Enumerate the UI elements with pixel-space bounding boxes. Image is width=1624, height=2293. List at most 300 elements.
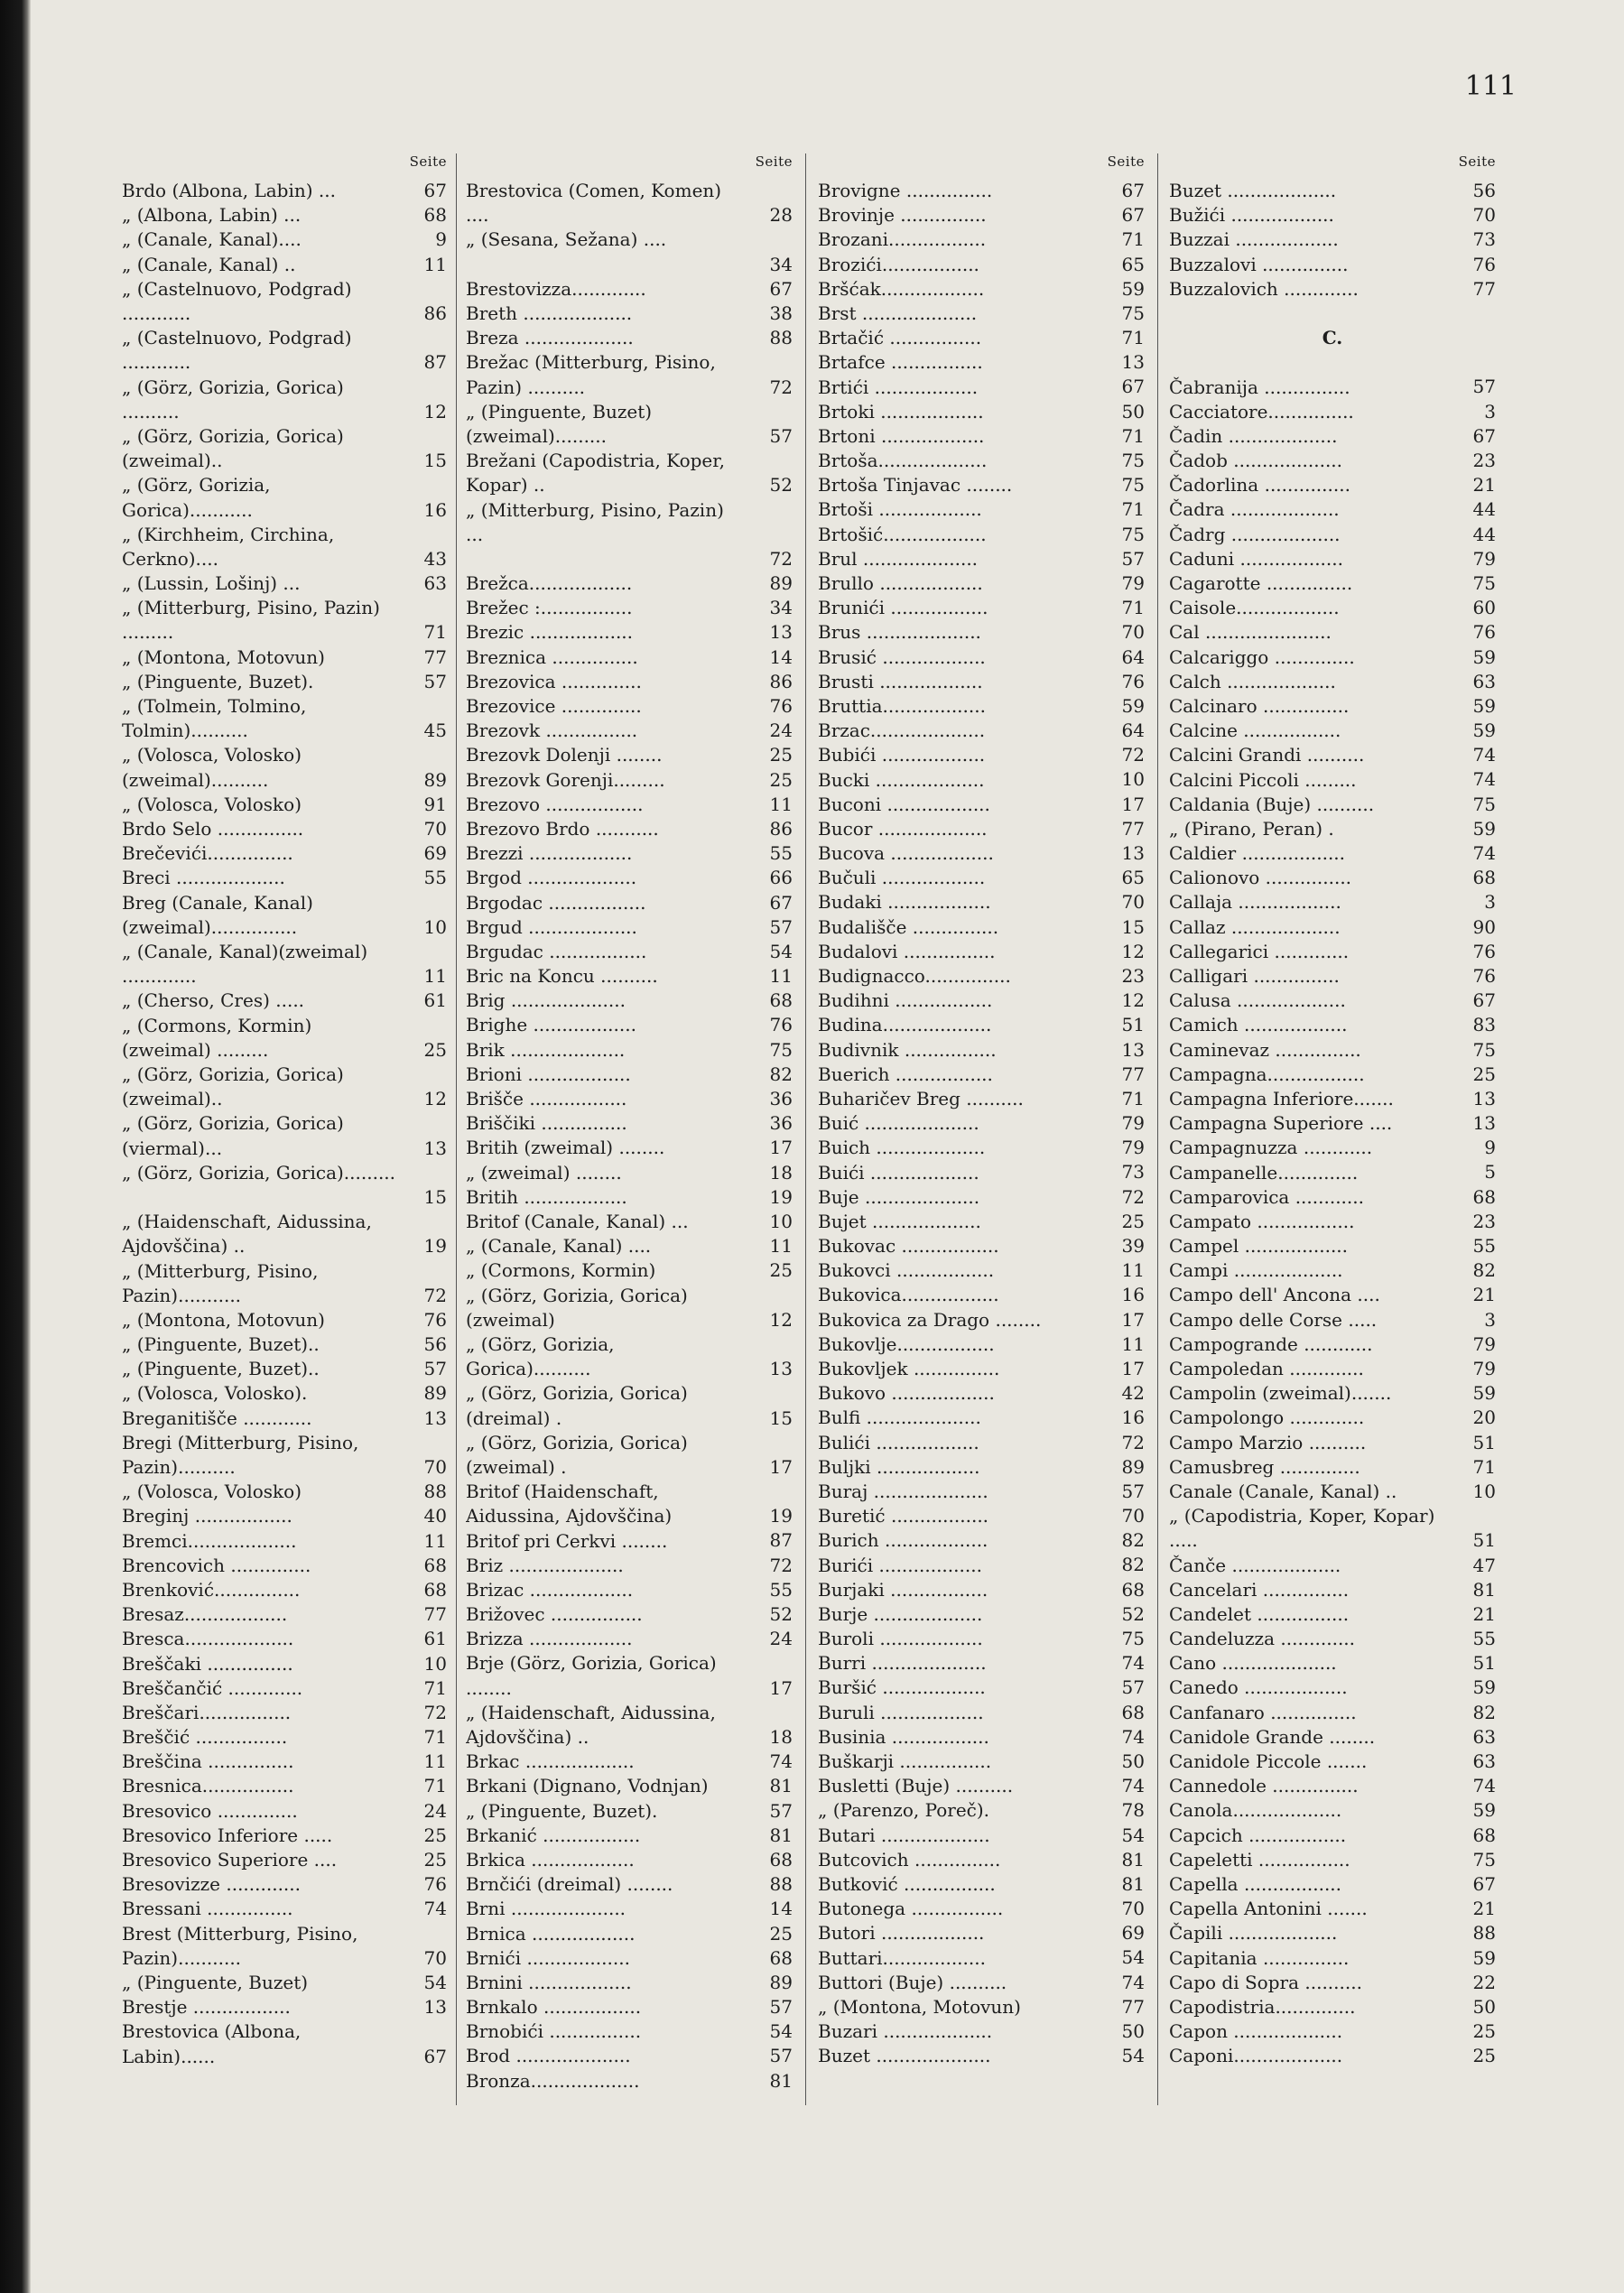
index-entry [466, 1332, 793, 1381]
entry-name: „ (Albona, Labin) ... [122, 204, 302, 227]
entry-name: Brtafce ................ [818, 351, 983, 374]
index-entry [818, 1357, 1145, 1381]
entry-page-number: 13 [407, 1995, 447, 2019]
entry-name: „ (Canale, Kanal).... [122, 228, 302, 251]
entry-name: „ (Pinguente, Buzet). [122, 670, 314, 692]
entry-page-number: 68 [1456, 866, 1496, 890]
entry-name: Bresovico .............. [122, 1799, 298, 1822]
entry-name: Caisole.................. [1169, 597, 1340, 619]
entry-name: Brkac ................... [466, 1750, 635, 1773]
index-entry [466, 2069, 793, 2093]
index-entry [466, 1872, 793, 1897]
index-entry [818, 645, 1145, 670]
entry-page-number: 74 [1105, 1774, 1145, 1798]
entry-name: Brtići .................. [818, 376, 979, 398]
index-entry [818, 376, 1145, 400]
entry-name: Brozani................. [818, 228, 987, 251]
entry-page-number: 88 [753, 1872, 793, 1897]
entry-name: Buraj .................... [818, 1480, 988, 1502]
entry-page-number: 68 [1105, 1701, 1145, 1725]
entry-page-number: 82 [753, 1063, 793, 1087]
entry-name: Brtoši .................. [818, 498, 982, 521]
entry-name: Brnčići (dreimal) ........ [466, 1873, 673, 1896]
index-entry [1169, 1087, 1496, 1111]
entry-page-number: 72 [753, 547, 793, 571]
column-divider [456, 153, 457, 2105]
index-entry [466, 1578, 793, 1602]
index-entry [122, 1014, 447, 1063]
index-entry [818, 940, 1145, 964]
entry-name: Brežani (Capodistria, Koper, Kopar) .. [466, 450, 725, 497]
entry-name: Buruli .................. [818, 1701, 984, 1723]
entry-name: Bucor ................... [818, 817, 988, 840]
index-column-1 [122, 153, 447, 2105]
entry-page-number: 11 [407, 1750, 447, 1774]
page-number: 111 [1464, 70, 1517, 102]
entry-name: Brusti .................. [818, 670, 983, 692]
entry-name: Cacciatore............... [1169, 400, 1354, 422]
entry-page-number: 11 [753, 793, 793, 817]
entry-page-number: 13 [407, 1137, 447, 1161]
index-entry [818, 1798, 1145, 1823]
entry-name: Brezovk Gorenji......... [466, 768, 665, 791]
index-entry [1169, 1848, 1496, 1872]
index-entry [818, 620, 1145, 645]
entry-page-number: 51 [1456, 1528, 1496, 1553]
entry-name: Campolin (zweimal)....... [1169, 1382, 1392, 1405]
entry-page-number: 16 [407, 498, 447, 523]
entry-name: Campagna................. [1169, 1063, 1365, 1085]
entry-page-number: 69 [1105, 1921, 1145, 1945]
index-entry [466, 1111, 793, 1136]
entry-name: Buzari ................... [818, 2020, 993, 2043]
entry-page-number: 25 [407, 1824, 447, 1848]
index-entry [122, 1897, 447, 1921]
index-entry [1169, 1332, 1496, 1357]
entry-name: „ (Pinguente, Buzet). [466, 1799, 658, 1822]
entry-page-number: 71 [407, 1774, 447, 1798]
entry-name: „ (Kirchheim, Circhina, Cerkno).... [122, 523, 335, 570]
entry-name: „ (Haidenschaft, Aidussina, Ajdovščina) .. [466, 1701, 716, 1749]
entry-name: Budina................... [818, 1014, 992, 1036]
index-entry [466, 1161, 793, 1185]
index-entry [1169, 203, 1496, 227]
entry-name: Brest (Mitterburg, Pisino, Pazin)........... [122, 1922, 358, 1969]
index-entry [122, 645, 447, 670]
entry-name: Brni .................... [466, 1898, 626, 1920]
index-entry [466, 350, 793, 399]
entry-page-number: 25 [753, 1922, 793, 1946]
entry-page-number: 60 [1456, 596, 1496, 620]
index-entry [818, 473, 1145, 497]
entry-page-number: 13 [753, 1357, 793, 1381]
index-entry [122, 1529, 447, 1554]
entry-page-number: 79 [1105, 1136, 1145, 1160]
index-entry [1169, 1921, 1496, 1945]
entry-name: Brdo (Albona, Labin) ... [122, 180, 336, 201]
entry-name: Camich .................. [1169, 1014, 1348, 1036]
entry-name: „ (Mitterburg, Pisino, Pazin) ......... [122, 597, 380, 644]
index-entry [122, 817, 447, 841]
index-entry [466, 571, 793, 596]
entry-page-number: 23 [1105, 964, 1145, 989]
entry-page-number: 28 [753, 203, 793, 227]
entry-name: „ (Cormons, Kormin) [466, 1259, 656, 1282]
entry-name: Brišče ................. [466, 1088, 627, 1110]
index-entry [818, 1528, 1145, 1553]
entry-name: „ (zweimal) ........ [466, 1161, 622, 1184]
entry-page-number: 25 [1105, 1210, 1145, 1234]
entry-name: Brencovich .............. [122, 1554, 311, 1576]
entry-page-number: 59 [1456, 817, 1496, 841]
entry-page-number: 17 [1105, 1308, 1145, 1332]
index-entry [1169, 1013, 1496, 1037]
entry-page-number: 55 [1456, 1627, 1496, 1651]
entry-name: Canale (Canale, Kanal) .. [1169, 1480, 1397, 1502]
index-entry [466, 841, 793, 866]
index-entry [466, 1824, 793, 1848]
entry-page-number: 70 [407, 1946, 447, 1971]
entry-name: Brozići................. [818, 253, 979, 275]
entry-page-number: 13 [1456, 1111, 1496, 1136]
entry-name: „ (Cormons, Kormin) (zweimal) ......... [122, 1014, 312, 1061]
entry-name: Brnica .................. [466, 1922, 636, 1945]
entry-page-number: 74 [1105, 1725, 1145, 1750]
index-entry [818, 326, 1145, 350]
entry-name: Campagnuzza ............ [1169, 1137, 1373, 1159]
index-entry [1169, 793, 1496, 817]
entry-name: Britih (zweimal) ........ [466, 1137, 665, 1159]
entry-name: Buttari.................. [818, 1946, 986, 1969]
index-entry [1169, 523, 1496, 547]
index-entry [818, 2044, 1145, 2068]
entry-page-number: 77 [1105, 817, 1145, 841]
index-entry [1169, 1038, 1496, 1063]
index-entry [122, 1406, 447, 1431]
index-entry [818, 1651, 1145, 1676]
index-column-3 [818, 153, 1145, 2105]
entry-page-number: 76 [1456, 253, 1496, 277]
entry-name: Brečevići............... [122, 842, 293, 865]
entry-name: Budivnik ................ [818, 1038, 997, 1061]
entry-name: Breg (Canale, Kanal)(zweimal)............... [122, 891, 313, 938]
entry-name: Čadra ................... [1169, 498, 1340, 521]
index-entry [466, 670, 793, 694]
index-entry [818, 670, 1145, 694]
entry-name: „ (Görz, Gorizia, Gorica) (zweimal).. [122, 424, 344, 472]
entry-page-number: 54 [407, 1971, 447, 1995]
index-entry [818, 1185, 1145, 1210]
entry-name: Bršćak.................. [818, 277, 985, 300]
entry-page-number: 82 [1105, 1554, 1145, 1578]
entry-name: Callegarici ............. [1169, 940, 1350, 962]
entry-page-number: 25 [1456, 1063, 1496, 1087]
entry-page-number: 21 [1456, 1602, 1496, 1627]
entry-name: Brežac (Mitterburg, Pisino, Pazin) .......... [466, 351, 716, 398]
index-entry [466, 645, 793, 670]
index-entry [1169, 571, 1496, 596]
entry-page-number: 12 [1105, 940, 1145, 964]
entry-name: Caponi................... [1169, 2045, 1343, 2067]
entry-page-number: 76 [1456, 964, 1496, 989]
entry-page-number: 56 [1456, 179, 1496, 203]
index-entry [466, 940, 793, 964]
index-entry [466, 964, 793, 989]
entry-name: Campo delle Corse ..... [1169, 1308, 1378, 1331]
entry-page-number: 13 [1105, 841, 1145, 866]
entry-page-number: 75 [1105, 449, 1145, 473]
entry-name: Briz .................... [466, 1554, 624, 1576]
index-entry [1169, 1578, 1496, 1602]
entry-name: Burich .................. [818, 1529, 988, 1552]
index-entry [1169, 1750, 1496, 1774]
index-entry [1169, 424, 1496, 449]
spacer [1169, 302, 1496, 326]
entry-name: Brusić .................. [818, 645, 986, 668]
index-entry [466, 1210, 793, 1234]
index-entry [1169, 1676, 1496, 1700]
entry-page-number: 57 [753, 2044, 793, 2068]
entry-name: Bronza................... [466, 2069, 640, 2092]
entry-page-number: 12 [407, 1087, 447, 1111]
entry-name: „ (Pirano, Peran) . [1169, 817, 1334, 840]
entry-name: Bresovizze ............. [122, 1873, 302, 1896]
index-entry [1169, 915, 1496, 940]
entry-page-number: 54 [753, 2019, 793, 2044]
index-entry [466, 498, 793, 572]
entry-name: Cal ...................... [1169, 621, 1332, 644]
index-entry [1169, 989, 1496, 1013]
entry-name: Bužići .................. [1169, 204, 1334, 227]
entry-name: Brezzi .................. [466, 842, 633, 865]
index-entry [122, 940, 447, 989]
entry-name: Brtoni .................. [818, 424, 985, 447]
entry-page-number: 87 [753, 1529, 793, 1554]
index-entry [122, 326, 447, 375]
entry-page-number: 12 [407, 400, 447, 424]
index-entry [818, 1824, 1145, 1848]
entry-name: „ (Görz, Gorizia, Gorica) (dreimal) . [466, 1382, 688, 1429]
entry-name: „ (Görz, Gorizia, Gorica) (zweimal) . [466, 1431, 688, 1478]
index-entry [818, 547, 1145, 571]
entry-name: Brighe .................. [466, 1014, 636, 1036]
entry-page-number: 72 [753, 376, 793, 400]
index-entry [1169, 1651, 1496, 1676]
entry-name: Burići .................. [818, 1554, 982, 1576]
entry-name: Brestovica (Albona, Labin)...... [122, 2020, 302, 2067]
index-entry [1169, 1357, 1496, 1381]
index-entry [1169, 940, 1496, 964]
entry-page-number: 79 [1105, 1111, 1145, 1136]
index-entry [122, 523, 447, 571]
entry-name: Campo dell' Ancona .... [1169, 1284, 1380, 1306]
entry-name: Calcini Grandi .......... [1169, 744, 1365, 766]
index-entry [122, 891, 447, 940]
entry-name: Breth ................... [466, 302, 633, 324]
entry-name: „ (Montona, Motovun) [122, 645, 325, 668]
entry-page-number: 70 [1105, 1504, 1145, 1528]
entry-page-number: 10 [753, 1210, 793, 1234]
index-entry [818, 890, 1145, 914]
entry-name: Calcariggo .............. [1169, 645, 1355, 668]
entry-page-number: 67 [407, 2045, 447, 2069]
index-entry [466, 1651, 793, 1700]
entry-name: „ (Pinguente, Buzet).. [122, 1333, 320, 1356]
index-entry [1169, 1774, 1496, 1798]
entry-page-number: 43 [407, 547, 447, 571]
entry-page-number: 91 [407, 793, 447, 817]
entry-name: Brkanić ................. [466, 1824, 641, 1846]
entry-name: „ (Castelnuovo, Podgrad) ............ [122, 277, 352, 324]
index-entry [818, 253, 1145, 277]
index-entry [466, 1554, 793, 1578]
entry-page-number: 76 [407, 1872, 447, 1897]
entry-name: Campagna Inferiore....... [1169, 1087, 1394, 1109]
entry-page-number: 12 [753, 1308, 793, 1332]
entry-page-number: 71 [1105, 596, 1145, 620]
entry-page-number: 40 [407, 1504, 447, 1528]
index-entry [818, 1283, 1145, 1307]
entry-page-number: 89 [407, 1381, 447, 1406]
entry-name: „ (Volosca, Volosko). [122, 1382, 308, 1405]
entry-name: Buršić .................. [818, 1676, 986, 1699]
entry-page-number: 24 [407, 1799, 447, 1824]
entry-page-number: 3 [1456, 890, 1496, 914]
entry-page-number: 20 [1456, 1406, 1496, 1430]
index-entry [122, 571, 447, 596]
entry-page-number: 24 [753, 1627, 793, 1651]
entry-name: Brovinje ............... [818, 204, 987, 227]
entry-page-number: 57 [407, 1357, 447, 1381]
section-letter-text: C. [1322, 327, 1343, 349]
index-entry [1169, 1308, 1496, 1332]
entry-page-number: 57 [753, 915, 793, 940]
index-entry [818, 768, 1145, 793]
entry-name: Breščić ................ [122, 1726, 288, 1749]
index-entry [818, 1971, 1145, 1995]
index-entry [466, 227, 793, 276]
entry-page-number: 59 [1456, 1676, 1496, 1700]
entry-page-number: 36 [753, 1087, 793, 1111]
index-entry [818, 1872, 1145, 1897]
index-entry [122, 203, 447, 227]
entry-page-number: 70 [1456, 203, 1496, 227]
entry-name: Brezovk Dolenji ........ [466, 744, 663, 766]
index-entry [818, 1406, 1145, 1430]
index-entry [818, 497, 1145, 522]
entry-page-number: 81 [1456, 1578, 1496, 1602]
entry-name: Camusbreg .............. [1169, 1455, 1360, 1478]
entry-page-number: 89 [1105, 1455, 1145, 1480]
index-entry [818, 1308, 1145, 1332]
entry-name: Brtoša Tinjavac ........ [818, 474, 1013, 497]
index-entry [466, 1136, 793, 1160]
entry-name: Brezovo ................. [466, 793, 644, 815]
entry-page-number: 75 [1456, 1038, 1496, 1063]
entry-page-number: 67 [1105, 179, 1145, 203]
index-entries [466, 179, 793, 2093]
index-entry [466, 1946, 793, 1971]
entry-name: Businia ................. [818, 1725, 989, 1748]
entry-name: Buzzalovi ............... [1169, 253, 1349, 275]
entry-page-number: 15 [1105, 915, 1145, 940]
index-entry [122, 743, 447, 792]
index-entry [1169, 1995, 1496, 2019]
index-entry [122, 866, 447, 890]
entry-page-number: 55 [1456, 1234, 1496, 1258]
entry-page-number: 67 [753, 277, 793, 302]
entry-name: Caldier .................. [1169, 842, 1346, 865]
entry-name: Burje ................... [818, 1602, 983, 1625]
index-entry [1169, 620, 1496, 645]
entry-name: Bucki ................... [818, 768, 985, 791]
entry-page-number: 17 [753, 1676, 793, 1701]
entry-page-number: 15 [407, 449, 447, 473]
entry-page-number: 76 [1456, 620, 1496, 645]
entry-name: Cano .................... [1169, 1652, 1337, 1675]
entry-page-number: 50 [1105, 2019, 1145, 2044]
index-entry [466, 1971, 793, 1995]
entry-name: „ (Canale, Kanal)(zweimal) ............. [122, 940, 368, 988]
index-entry [1169, 253, 1496, 277]
entry-name: Buzzai .................. [1169, 228, 1339, 251]
entry-page-number: 50 [1105, 400, 1145, 424]
index-entry [466, 1431, 793, 1480]
index-entries [122, 179, 447, 2069]
index-entry [1169, 1455, 1496, 1480]
index-entry [818, 1258, 1145, 1283]
entry-page-number: 50 [1456, 1995, 1496, 2019]
entry-name: Bukovica za Drago ........ [818, 1308, 1042, 1331]
entry-name: Bukovac ................. [818, 1235, 999, 1258]
entry-name: Calusa ................... [1169, 989, 1346, 1012]
entry-page-number: 36 [753, 1111, 793, 1136]
index-entry [122, 1676, 447, 1701]
entry-page-number: 82 [1456, 1258, 1496, 1283]
index-entry [122, 1872, 447, 1897]
entry-page-number: 17 [753, 1136, 793, 1160]
entry-name: Brus .................... [818, 621, 981, 644]
entry-page-number: 81 [753, 1824, 793, 1848]
entry-name: Buconi .................. [818, 793, 990, 815]
entry-page-number: 59 [1456, 645, 1496, 670]
index-entry [1169, 964, 1496, 989]
entry-name: Brgodac ................. [466, 891, 646, 914]
index-entry [466, 817, 793, 841]
index-entry [466, 2019, 793, 2044]
index-entry [466, 449, 793, 497]
entry-page-number: 88 [407, 1480, 447, 1504]
entry-name: „ (Haidenschaft, Aidussina, Ajdovščina) .. [122, 1211, 372, 1258]
entry-page-number: 72 [407, 1284, 447, 1308]
index-entry [1169, 1872, 1496, 1897]
entry-name: Bresca................... [122, 1628, 294, 1650]
entry-page-number: 11 [753, 964, 793, 989]
entry-name: Bresovico Inferiore ..... [122, 1824, 333, 1846]
entry-name: Breščančić ............. [122, 1676, 303, 1699]
index-entry [466, 1013, 793, 1037]
entry-name: Buljki .................. [818, 1455, 980, 1478]
entry-page-number: 18 [753, 1161, 793, 1185]
entry-page-number: 74 [1456, 743, 1496, 767]
entry-name: Campolongo ............. [1169, 1406, 1365, 1429]
entry-name: Buić .................... [818, 1112, 979, 1135]
entry-name: Bressani ............... [122, 1898, 293, 1920]
index-entry [466, 719, 793, 743]
index-entry [466, 620, 793, 645]
entry-page-number: 71 [407, 1725, 447, 1750]
entry-name: Bujet ................... [818, 1210, 981, 1232]
